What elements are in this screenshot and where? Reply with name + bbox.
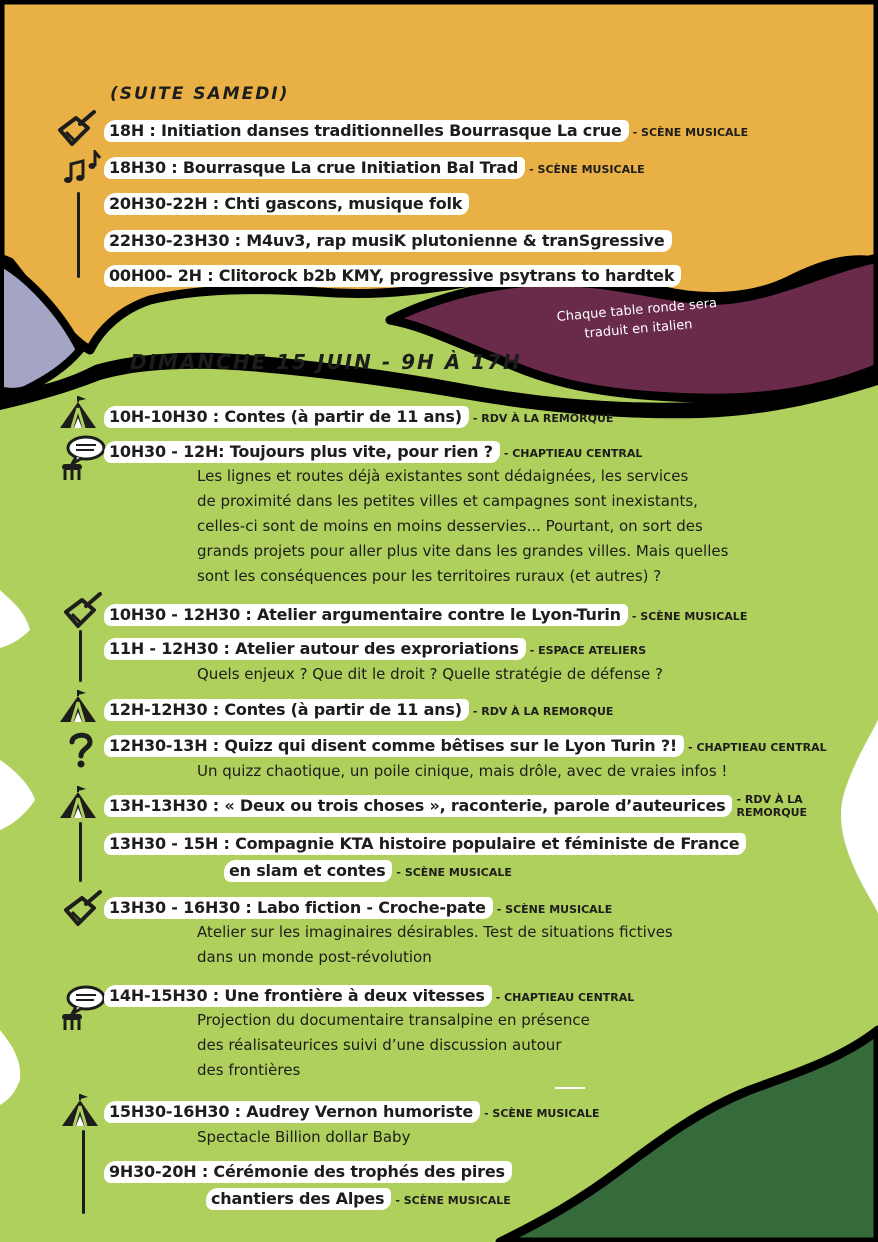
event-sat-1 [104,120,748,142]
event-title: 13H-13H30 : « Deux ou trois choses », raconterie, parole d’auteurices [104,795,732,817]
event-sun-5 [104,699,613,721]
circus-tent-icon [56,784,100,824]
event-title: 22H30-23H30 : M4uv3, rap musiK plutonienne & tranSgressive [104,230,672,252]
event-sat-3 [104,193,469,215]
event-venue: - RDV À LA REMORQUE [472,412,614,425]
speech-table-icon [58,984,106,1034]
event-venue: - CHAPTIEAU CENTRAL [688,741,827,754]
event-venue: - SCÈNE MUSICALE [395,1194,511,1207]
event-title: 10H30 - 12H30 : Atelier argumentaire contre le Lyon-Turin [104,604,628,626]
event-description: Quels enjeux ? Que dit le droit ? Quelle stratégie de défense ? [197,665,663,683]
event-title: 20H30-22H : Chti gascons, musique folk [104,193,469,215]
question-mark-icon [64,730,98,770]
event-sun-6 [104,735,827,757]
event-venue: - CHAPTIEAU CENTRAL [503,447,643,460]
event-description: Atelier sur les imaginaires désirables. Test de situations fictives dans un monde post-révolution [197,923,673,966]
section-heading-saturday: (SUITE SAMEDI) [110,84,290,104]
event-title: 10H-10H30 : Contes (à partir de 11 ans) [104,406,469,428]
broom-icon [54,110,98,150]
event-title: 11H - 12H30 : Atelier autour des exproriations [104,638,526,660]
event-title: 9H30-20H : Cérémonie des trophés des pires [104,1161,512,1183]
event-sun-8 [104,833,746,855]
circus-tent-icon [56,688,100,728]
event-title: 00H00- 2H : Clitorock b2b KMY, progressive psytrans to hardtek [104,265,681,287]
circus-tent-icon [56,394,100,434]
event-title: 12H30-13H : Quizz qui disent comme bêtises sur le Lyon Turin ?! [104,735,684,757]
event-sun-12-line2 [206,1188,511,1210]
event-sat-4 [104,230,672,252]
event-sat-2 [104,157,645,179]
event-title: 18H30 : Bourrasque La crue Initiation Bal Trad [104,157,525,179]
event-title-continued: chantiers des Alpes [206,1188,391,1210]
event-title: 13H30 - 16H30 : Labo fiction - Croche-pate [104,897,493,919]
event-sun-9 [104,897,612,919]
event-venue: - RDV À LA REMORQUE [472,705,614,718]
event-description: Un quizz chaotique, un poile cinique, mais drôle, avec de vraies infos ! [197,762,728,780]
timeline-line [82,1130,85,1214]
event-title: 12H-12H30 : Contes (à partir de 11 ans) [104,699,469,721]
event-sun-1 [104,406,613,428]
event-venue: - SCÈNE MUSICALE [484,1107,600,1120]
event-title: 18H : Initiation danses traditionnelles Bourrasque La crue [104,120,629,142]
event-sun-7 [104,793,807,819]
event-sun-3 [104,604,747,626]
event-title: 10H30 - 12H: Toujours plus vite, pour rien ? [104,441,500,463]
event-venue: - SCÈNE MUSICALE [396,866,512,879]
event-venue: - SCÈNE MUSICALE [631,610,748,623]
event-description: Spectacle Billion dollar Baby [197,1128,411,1146]
section-heading-sunday: DIMANCHE 15 JUIN - 9H À 17H [130,350,522,374]
broom-icon [60,592,104,632]
translation-note: Chaque table ronde sera traduit en italien [556,295,718,342]
event-description: Les lignes et routes déjà existantes sont dédaignées, les services de proximité dans les petites villes et campagnes sont inexistants, celles-ci sont de moins en moins desservies... Pourtant, on sort des grands projets pour aller plus vite dans les grandes villes. Mais quelles sont les conséquences pour les territoires ruraux (et autres) ? [197,467,729,585]
event-title: 15H30-16H30 : Audrey Vernon humoriste [104,1101,480,1123]
speech-table-icon [58,434,106,484]
event-venue: - RDV À LA REMORQUE [736,793,808,819]
event-venue: - SCÈNE MUSICALE [496,903,613,916]
event-venue: - SCÈNE MUSICALE [529,163,645,176]
event-sun-8-line2 [224,860,512,882]
event-title: 14H-15H30 : Une frontière à deux vitesses [104,985,492,1007]
broom-icon [60,890,104,930]
event-description: Projection du documentaire transalpine en présence des réalisateurices suivi d’une discussion autour des frontières [197,1011,590,1079]
circus-tent-icon [58,1092,102,1132]
timeline-line [77,192,80,278]
timeline-line [79,822,82,882]
event-venue: - ESPACE ATELIERS [529,644,647,657]
event-sun-4 [104,638,646,660]
event-venue: - SCÈNE MUSICALE [632,126,749,139]
event-venue: - CHAPTIEAU CENTRAL [495,991,635,1004]
event-sun-10 [104,985,634,1007]
event-title-continued: en slam et contes [224,860,392,882]
event-title: 13H30 - 15H : Compagnie KTA histoire populaire et féministe de France [104,833,746,855]
music-notes-icon [60,150,104,190]
event-sun-11 [104,1101,600,1123]
timeline-line [79,630,82,682]
event-sun-2 [104,441,642,463]
event-sat-5 [104,265,681,287]
event-sun-12 [104,1161,512,1183]
